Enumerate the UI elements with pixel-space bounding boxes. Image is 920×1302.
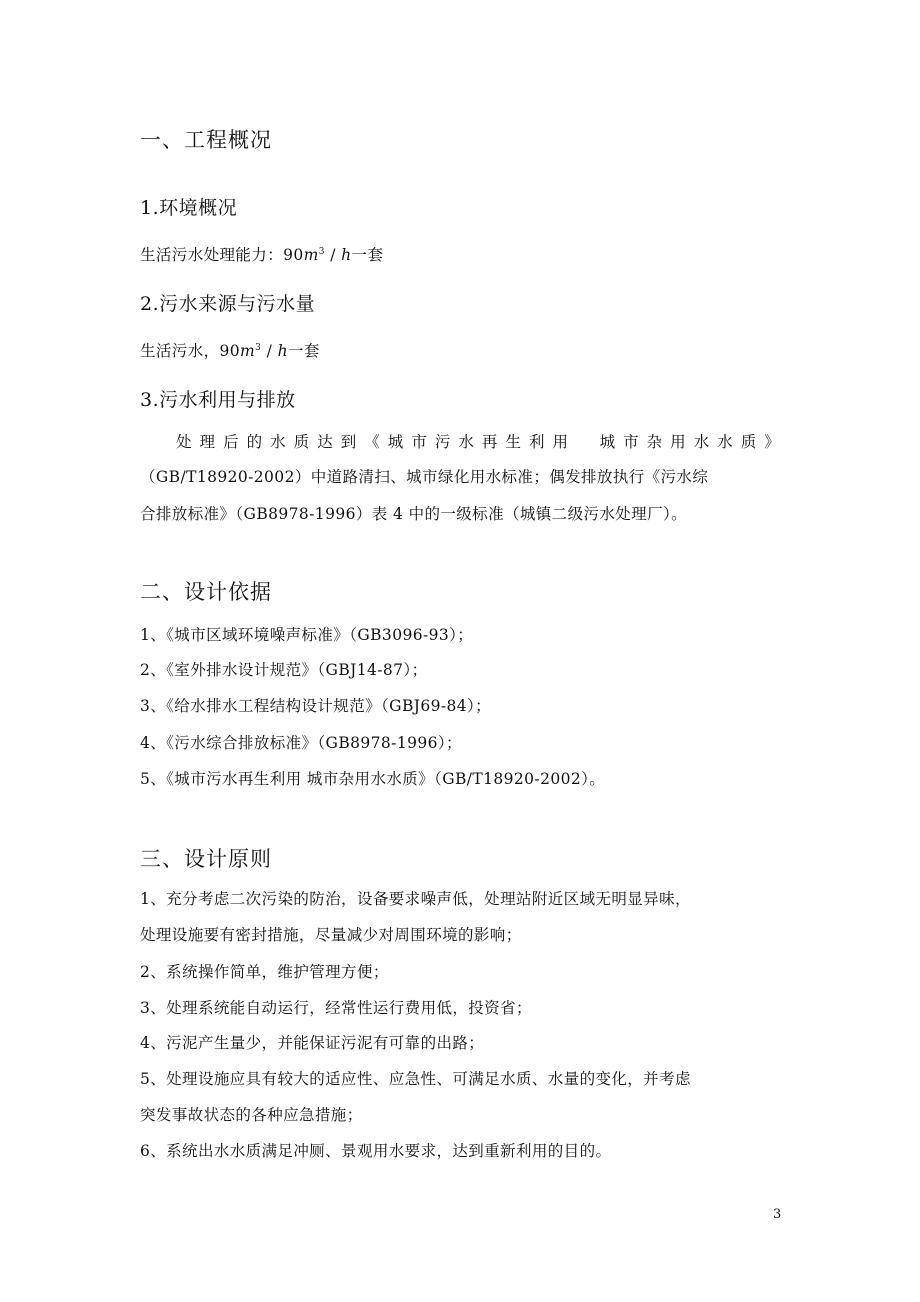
char: 质: [740, 433, 757, 451]
char: 理: [199, 433, 216, 451]
subsection-title-3: 3.污水利用与排放: [140, 389, 296, 411]
principle-item-3: 3、处理系统能自动运行，经常性运行费用低，投资省；: [140, 999, 532, 1017]
unit-exponent: 3: [318, 246, 325, 257]
char: 后: [223, 433, 239, 451]
page-number: 3: [773, 1207, 782, 1222]
principle-item-5-line-2: 突发事故状态的各种应急措施；: [140, 1106, 363, 1124]
capacity-line: [140, 243, 383, 265]
char: [576, 430, 592, 452]
char: 水: [270, 433, 286, 451]
char: 水: [693, 433, 710, 451]
char: 的: [246, 433, 263, 451]
subsection-title-1: 1.环境概况: [140, 197, 238, 219]
unit-h: h: [341, 246, 352, 264]
unit-m: m: [303, 246, 319, 264]
char: 用: [670, 433, 686, 451]
char: 生: [505, 433, 521, 451]
volume-suffix: 一套: [287, 342, 320, 360]
char: 用: [552, 433, 569, 451]
section-heading-3: 三、设计原则: [140, 847, 272, 871]
char: 再: [481, 433, 498, 451]
section-heading-2: 二、设计依据: [140, 580, 272, 604]
char: 》: [764, 433, 780, 451]
capacity-text: 生活污水处理能力：90: [140, 246, 304, 264]
unit-separator: /: [324, 246, 342, 264]
unit-h: h: [277, 342, 288, 360]
principle-item-2: 2、系统操作简单，维护管理方便；: [140, 963, 389, 981]
basis-item-1: 1、《城市区域环境噪声标准》（GB3096-93）；: [140, 626, 474, 644]
char: 污: [434, 433, 451, 451]
char: 市: [411, 433, 427, 451]
char: 杂: [646, 433, 663, 451]
char: 到: [340, 433, 357, 451]
char: 达: [317, 433, 333, 451]
principle-item-1-line-2: 处理设施要有密封措施，尽量减少对周围环境的影响；: [140, 926, 522, 944]
discharge-paragraph-line-3: 合排放标准》（GB8978-1996）表 4 中的一级标准（城镇二级污水处理厂）。: [140, 505, 688, 523]
discharge-paragraph-line-1: [176, 430, 780, 452]
basis-item-3: 3、《给水排水工程结构设计规范》（GBJ69-84）；: [140, 697, 492, 715]
char: 城: [387, 433, 404, 451]
section-heading-1: 一、工程概况: [140, 128, 272, 152]
char: 水: [458, 433, 474, 451]
capacity-suffix: 一套: [351, 246, 384, 264]
basis-item-5: 5、《城市污水再生利用 城市杂用水水质》（GB/T18920-2002）。: [140, 770, 606, 788]
unit-exponent: 3: [255, 342, 262, 353]
char: 市: [623, 433, 639, 451]
char: 利: [528, 433, 545, 451]
volume-text: 生活污水，90: [140, 342, 241, 360]
discharge-paragraph-line-2: （GB/T18920-2002）中道路清扫、城市绿化用水标准；偶发排放执行《污水综: [140, 468, 709, 486]
unit-m: m: [240, 342, 256, 360]
principle-item-1-line-1: 1、充分考虑二次污染的防治，设备要求噪声低，处理站附近区域无明显异味，: [140, 890, 691, 908]
char: 处: [176, 433, 192, 451]
unit-separator: /: [261, 342, 278, 360]
char: 质: [293, 433, 310, 451]
char: 水: [717, 433, 733, 451]
principle-item-4: 4、污泥产生量少，并能保证污泥有可靠的出路；: [140, 1034, 485, 1052]
char: 《: [364, 433, 380, 451]
principle-item-6: 6、系统出水水质满足冲厕、景观用水要求，达到重新利用的目的。: [140, 1142, 612, 1160]
subsection-title-2: 2.污水来源与污水量: [140, 293, 316, 315]
volume-line: [140, 339, 320, 361]
basis-item-2: 2、《室外排水设计规范》（GBJ14-87）；: [140, 661, 428, 679]
basis-item-4: 4、《污水综合排放标准》（GB8978-1996）；: [140, 734, 462, 752]
principle-item-5-line-1: 5、处理设施应具有较大的适应性、应急性、可满足水质、水量的变化，并考虑: [140, 1070, 691, 1088]
char: 城: [599, 433, 616, 451]
